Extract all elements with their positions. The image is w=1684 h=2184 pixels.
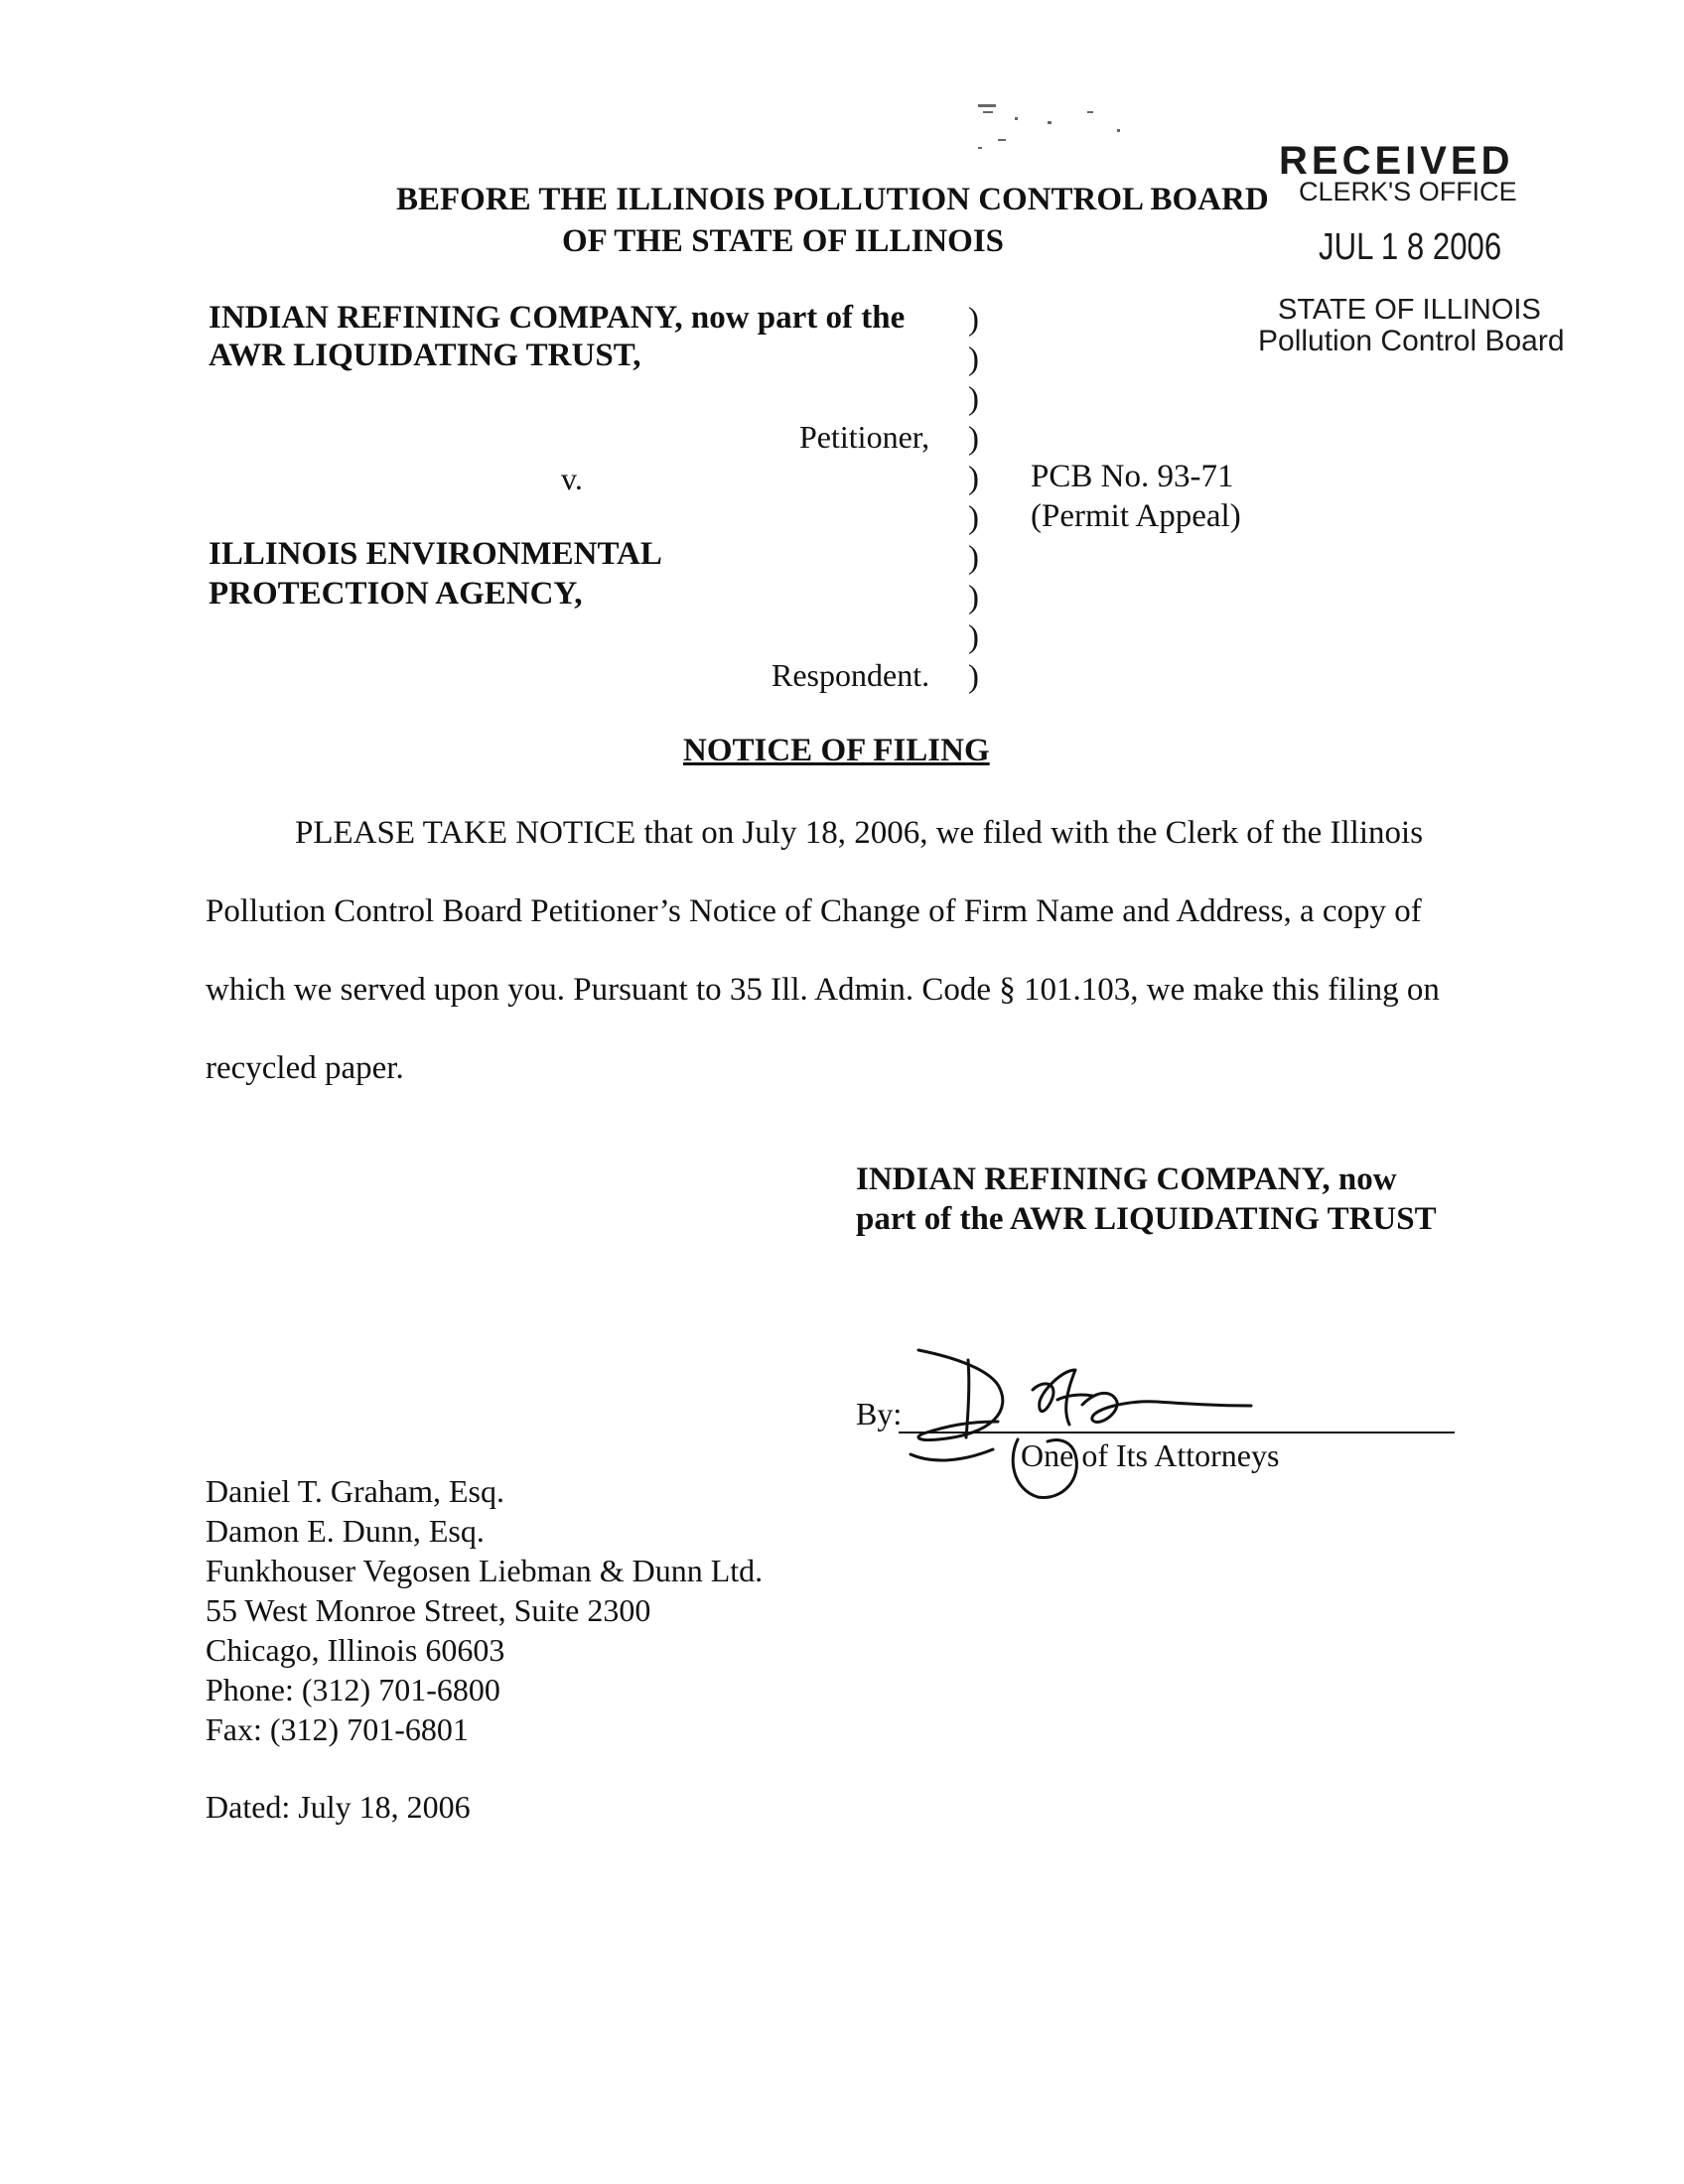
counsel-line: Damon E. Dunn, Esq. bbox=[206, 1513, 485, 1549]
caption-paren-column bbox=[968, 300, 979, 697]
by-label: By: bbox=[856, 1396, 903, 1432]
scan-speck bbox=[998, 139, 1006, 141]
case-type: (Permit Appeal) bbox=[1031, 498, 1241, 534]
document-title: NOTICE OF FILING bbox=[683, 733, 990, 768]
caption-paren: ) bbox=[968, 421, 979, 457]
caption-paren: ) bbox=[968, 659, 979, 695]
petitioner-name-line-2: AWR LIQUIDATING TRUST, bbox=[209, 338, 641, 373]
case-number: PCB No. 93-71 bbox=[1031, 459, 1234, 494]
petitioner-name-line-1: INDIAN REFINING COMPANY, now part of the bbox=[209, 300, 906, 336]
heading-line-1: BEFORE THE ILLINOIS POLLUTION CONTROL BOARD bbox=[396, 182, 1269, 217]
counsel-line: Phone: (312) 701-6800 bbox=[206, 1672, 500, 1707]
dated-line: Dated: July 18, 2006 bbox=[206, 1789, 471, 1825]
received-stamp-title: RECEIVED bbox=[1279, 139, 1514, 183]
scan-speck bbox=[1015, 117, 1018, 120]
scan-speck bbox=[1087, 111, 1093, 113]
scan-speck bbox=[978, 104, 996, 107]
received-stamp-date: JUL 1 8 2006 bbox=[1319, 226, 1502, 268]
handwritten-signature bbox=[899, 1330, 1276, 1509]
attorney-caption: One of Its Attorneys bbox=[1021, 1437, 1280, 1473]
counsel-line: Fax: (312) 701-6801 bbox=[206, 1711, 469, 1747]
caption-paren: ) bbox=[968, 381, 979, 417]
caption-paren: ) bbox=[968, 619, 979, 655]
caption-paren: ) bbox=[968, 341, 979, 377]
caption-paren: ) bbox=[968, 461, 979, 496]
signing-party-line-1: INDIAN REFINING COMPANY, now bbox=[856, 1161, 1397, 1197]
versus-label: v. bbox=[561, 461, 583, 496]
petitioner-role: Petitioner, bbox=[799, 419, 930, 455]
scan-speck bbox=[978, 147, 982, 149]
scan-speck bbox=[983, 111, 993, 113]
caption-paren: ) bbox=[968, 500, 979, 536]
received-stamp-state: STATE OF ILLINOIS bbox=[1278, 294, 1541, 326]
received-stamp-board: Pollution Control Board bbox=[1258, 325, 1565, 357]
heading-line-2: OF THE STATE OF ILLINOIS bbox=[562, 223, 1005, 259]
respondent-name-line-1: ILLINOIS ENVIRONMENTAL bbox=[209, 536, 662, 572]
caption-paren: ) bbox=[968, 540, 979, 576]
notice-body: PLEASE TAKE NOTICE that on July 18, 2006, we filed with the Clerk of the Illinois Pollution Control Board Petitioner’s Notice of Change of Firm Name and Address, a copy of which we served upon you. Pursuant to 35 Ill. Admin. Code § 101.103, we make this filing on recycled paper. bbox=[206, 815, 1440, 1086]
counsel-line: Chicago, Illinois 60603 bbox=[206, 1632, 505, 1668]
scan-speck bbox=[1048, 121, 1052, 124]
caption-paren: ) bbox=[968, 580, 979, 615]
scan-speck bbox=[1117, 129, 1120, 132]
counsel-line: Daniel T. Graham, Esq. bbox=[206, 1473, 504, 1509]
caption-paren: ) bbox=[968, 302, 979, 338]
signing-party-line-2: part of the AWR LIQUIDATING TRUST bbox=[856, 1201, 1437, 1237]
received-stamp-office: CLERK'S OFFICE bbox=[1299, 177, 1517, 206]
respondent-role: Respondent. bbox=[772, 657, 930, 693]
respondent-name-line-2: PROTECTION AGENCY, bbox=[209, 576, 583, 612]
counsel-line: 55 West Monroe Street, Suite 2300 bbox=[206, 1592, 651, 1628]
counsel-line: Funkhouser Vegosen Liebman & Dunn Ltd. bbox=[206, 1553, 764, 1588]
